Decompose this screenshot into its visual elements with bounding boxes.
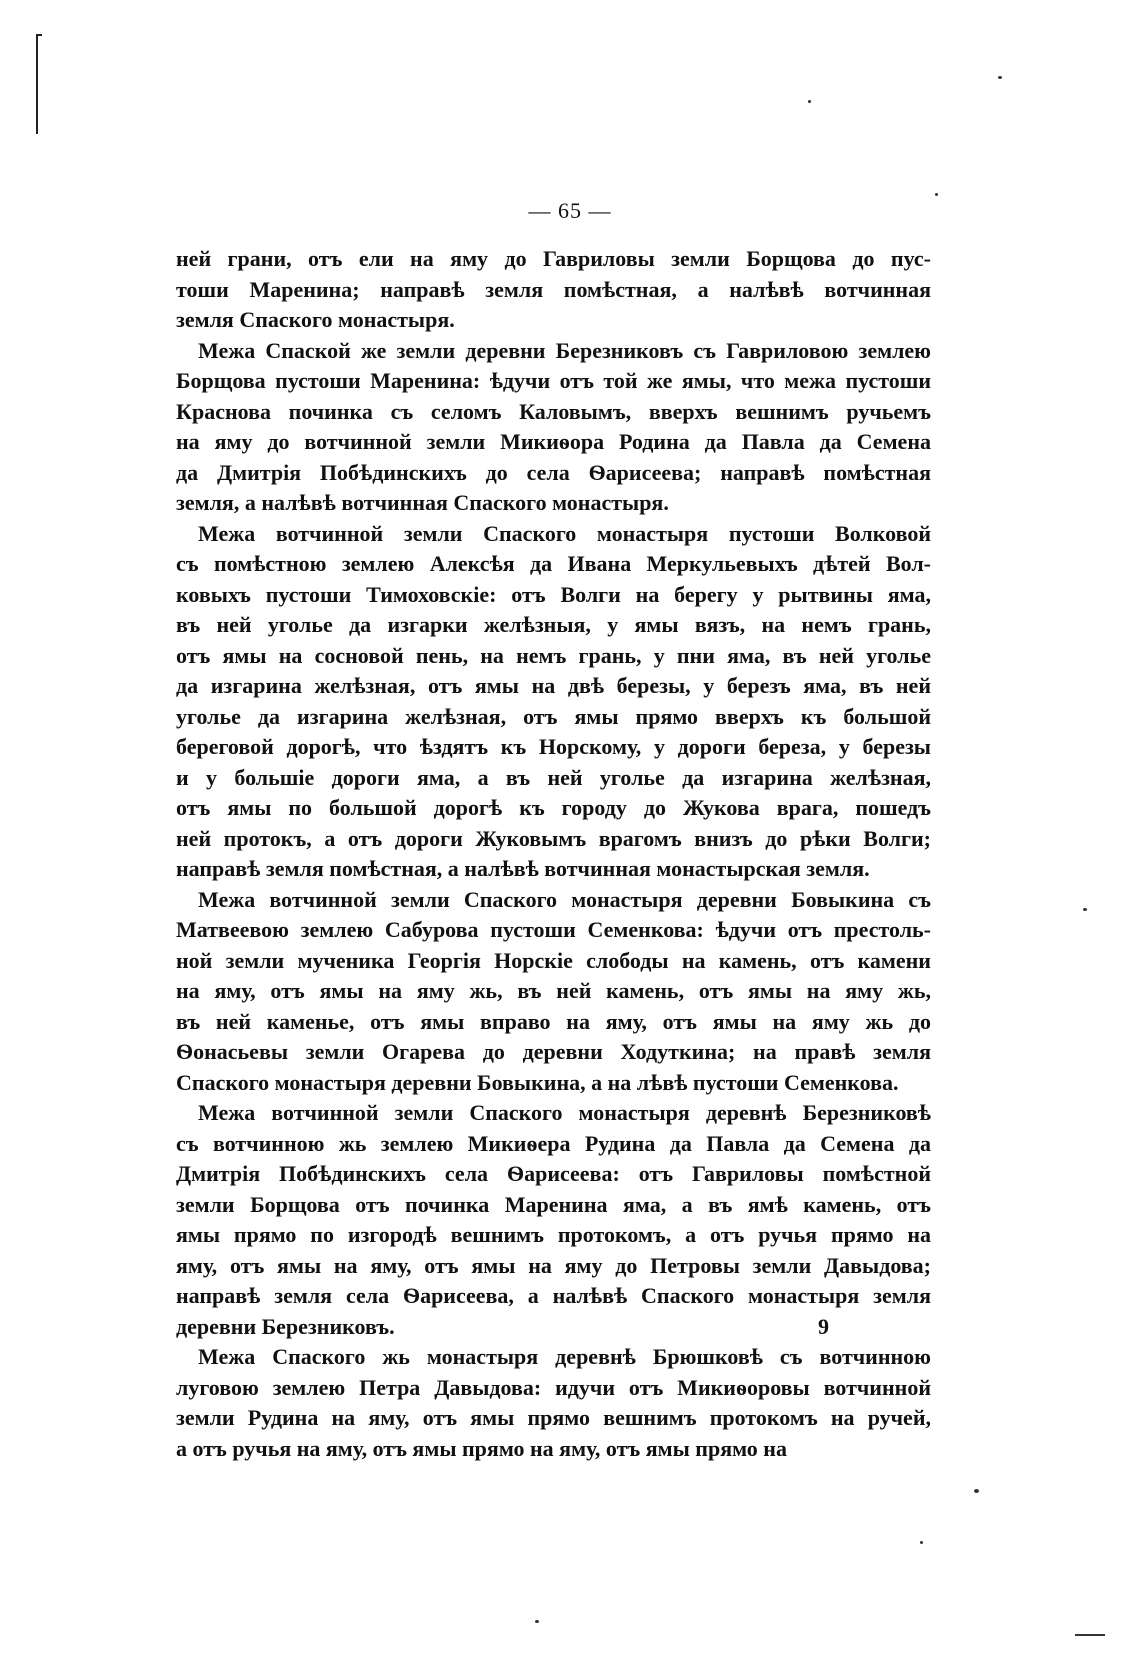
text-line: съ вотчинною жь землею Микиѳера Рудина да Павла да Семена да bbox=[176, 1130, 931, 1156]
text-line: ной земли мученика Георгія Норскіе слободы на камень, отъ камени bbox=[176, 947, 931, 973]
text-line: ямы прямо по изгородѣ вешнимъ протокомъ, а отъ ручья прямо на bbox=[176, 1222, 931, 1247]
text-line: Матвеевою землею Сабурова пустоши Семенкова: ѣдучи отъ престоль- bbox=[176, 917, 931, 942]
scan-speck bbox=[935, 193, 938, 196]
text-line: ней грани, отъ ели на яму до Гавриловы земли Борщова до пус- bbox=[176, 246, 931, 271]
text-line: въ ней уголье да изгарки желѣзныя, у ямы вязъ, на немъ грань, bbox=[176, 612, 931, 637]
scan-speck bbox=[535, 1620, 539, 1623]
scan-margin-rule bbox=[36, 34, 38, 134]
scan-margin-rule-cap bbox=[36, 34, 42, 36]
text-line: отъ ямы на сосновой пень, на немъ грань, у пни яма, въ ней уголье bbox=[176, 642, 931, 668]
text-line: земли Борщова отъ починка Маренина яма, а въ ямѣ камень, отъ bbox=[176, 1191, 931, 1217]
text-line: Межа вотчинной земли Спаского монастыря деревнѣ Березниковѣ bbox=[198, 1100, 931, 1125]
scan-speck bbox=[974, 1489, 979, 1493]
paragraph bbox=[176, 885, 931, 1099]
text-line: направѣ земля помѣстная, а налѣвѣ вотчинная монастырская земля. bbox=[176, 856, 870, 881]
text-line: Межа вотчинной земли Спаского монастыря пустоши Волковой bbox=[198, 520, 931, 546]
paragraph bbox=[176, 336, 931, 519]
text-line: Межа Спаского жь монастыря деревнѣ Брюшковѣ съ вотчинною bbox=[198, 1344, 931, 1369]
text-line: и у большіе дороги яма, а въ ней уголье да изгарина желѣзная, bbox=[176, 764, 931, 790]
scan-speck bbox=[808, 100, 811, 103]
text-line: въ ней каменье, отъ ямы вправо на яму, отъ ямы на яму жь до bbox=[176, 1008, 931, 1034]
text-line: да Дмитрія Побѣдинскихъ до села Ѳарисеева; направѣ помѣстная bbox=[176, 459, 931, 485]
scan-speck bbox=[920, 1541, 923, 1544]
text-line: ней протокъ, а отъ дороги Жуковымъ врагомъ внизъ до рѣки Волги; bbox=[176, 825, 931, 851]
text-line: Ѳонасьевы земли Огарева до деревни Ходуткина; на правѣ земля bbox=[176, 1039, 931, 1064]
paragraph bbox=[176, 244, 931, 336]
text-line: яму, отъ ямы на яму, отъ ямы на яму до Петровы земли Давыдова; bbox=[176, 1252, 931, 1278]
body-text bbox=[176, 244, 931, 1464]
text-line: ковыхъ пустоши Тимоховскіе: отъ Волги на берегу у рытвины яма, bbox=[176, 581, 931, 607]
text-line: земля, а налѣвѣ вотчинная Спаского монастыря. bbox=[176, 490, 669, 515]
scan-speck bbox=[1075, 1634, 1105, 1636]
paragraph bbox=[176, 1342, 931, 1464]
text-line: съ помѣстною землею Алексѣя да Ивана Меркульевыхъ дѣтей Вол- bbox=[176, 551, 931, 576]
text-line: береговой дорогѣ, что ѣздятъ къ Норскому, у дороги береза, у березы bbox=[176, 734, 931, 759]
text-line: деревни Березниковъ. bbox=[176, 1313, 395, 1339]
text-line: Краснова починка съ селомъ Каловымъ, вверхъ вешнимъ ручьемъ bbox=[176, 398, 931, 424]
signature-mark: 9 bbox=[818, 1314, 829, 1339]
text-line: на яму до вотчинной земли Микиѳора Родина да Павла да Семена bbox=[176, 429, 931, 454]
text-line: земли Рудина на яму, отъ ямы прямо вешнимъ протокомъ на ручей, bbox=[176, 1405, 931, 1430]
paragraph bbox=[176, 519, 931, 885]
paragraph bbox=[176, 1098, 931, 1342]
text-line: отъ ямы по большой дорогѣ къ городу до Жукова врага, пошедъ bbox=[176, 795, 931, 820]
page-number: — 65 — bbox=[528, 198, 612, 223]
text-line: Спаского монастыря деревни Бовыкина, а на лѣвѣ пустоши Семенкова. bbox=[176, 1069, 899, 1095]
text-line: направѣ земля села Ѳарисеева, а налѣвѣ Спаского монастыря земля bbox=[176, 1283, 931, 1308]
text-line: Дмитрія Побѣдинскихъ села Ѳарисеева: отъ Гавриловы помѣстной bbox=[176, 1161, 931, 1186]
text-line: на яму, отъ ямы на яму жь, въ ней камень, отъ ямы на яму жь, bbox=[176, 978, 931, 1003]
text-line: уголье да изгарина желѣзная, отъ ямы прямо вверхъ къ большой bbox=[176, 703, 931, 729]
scan-speck bbox=[998, 76, 1002, 79]
text-line: земля Спаского монастыря. bbox=[176, 307, 455, 332]
text-line: Межа вотчинной земли Спаского монастыря деревни Бовыкина съ bbox=[198, 886, 931, 912]
text-line: луговою землею Петра Давыдова: идучи отъ Микиѳоровы вотчинной bbox=[176, 1374, 931, 1400]
text-line: Борщова пустоши Маренина: ѣдучи отъ той же ямы, что межа пустоши bbox=[176, 368, 931, 393]
text-line: тоши Маренина; направѣ земля помѣстная, а налѣвѣ вотчинная bbox=[176, 276, 931, 302]
text-line: Межа Спаской же земли деревни Березниковъ съ Гавриловою землею bbox=[198, 337, 931, 363]
scan-speck bbox=[1083, 908, 1087, 911]
text-line: да изгарина желѣзная, отъ ямы на двѣ березы, у березъ яма, въ ней bbox=[176, 673, 931, 698]
text-line: а отъ ручья на яму, отъ ямы прямо на яму, отъ ямы прямо на bbox=[176, 1435, 787, 1461]
